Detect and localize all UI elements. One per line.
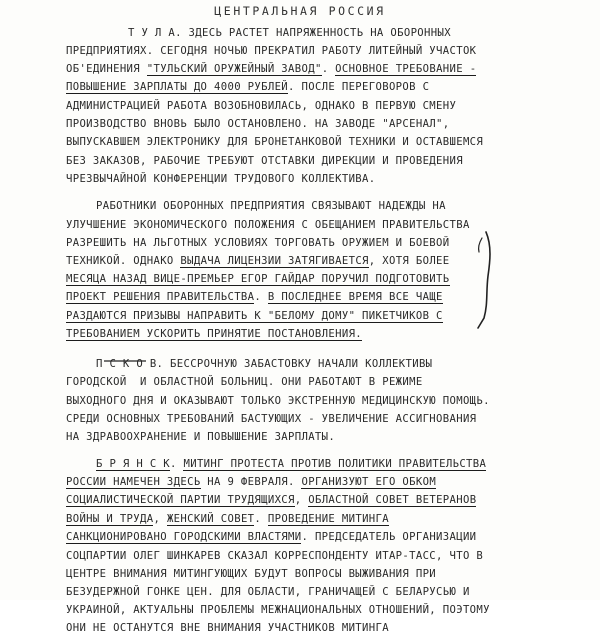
text-line (66, 80, 429, 94)
underlined-text: САНКЦИОНИРОВАНО ГОРОДСКИМИ ВЛАСТЯМИ (66, 531, 302, 543)
text-line (66, 375, 423, 389)
underlined-text: ТРЕБОВАНИЕМ УСКОРИТЬ ПРИНЯТИЕ ПОСТАНОВЛЕНИЯ. (66, 328, 363, 340)
underlined-text: "ТУЛЬСКИЙ ОРУЖЕЙНЫЙ ЗАВОД" (146, 63, 322, 75)
text-line (128, 26, 451, 40)
text-segment: ПРЕДПРИЯТИЯХ. СЕГОДНЯ НОЧЬЮ ПРЕКРАТИЛ РАБОТУ ЛИТЕЙНЫЙ УЧАСТОК (66, 45, 477, 57)
text-segment: П С К О В. БЕССРОЧНУЮ ЗАБАСТОВКУ НАЧАЛИ КОЛЛЕКТИВЫ (96, 358, 433, 370)
text-segment: ПРОИЗВОДСТВО ВНОВЬ БЫЛО ОСТАНОВЛЕНО. НА ЗАВОДЕ "АРСЕНАЛ", (66, 118, 450, 130)
text-segment: БЕЗ ЗАКАЗОВ, РАБОЧИЕ ТРЕБУЮТ ОТСТАВКИ ДИРЕКЦИИ И ПРОВЕДЕНИЯ (66, 155, 463, 167)
text-segment: НА 9 ФЕВРАЛЯ. (200, 476, 302, 488)
text-segment: , ХОТЯ БОЛЕЕ (368, 255, 450, 267)
text-line (66, 394, 490, 408)
underlined-text: ОРГАНИЗУЮТ ЕГО ОБКОМ (301, 476, 437, 488)
underlined-text: ОБЛАСТНОЙ СОВЕТ ВЕТЕРАНОВ (308, 494, 477, 506)
document-heading: ЦЕНТРАЛЬНАЯ РОССИЯ (214, 4, 386, 18)
underlined-text: ЖЕНСКИЙ СОВЕТ (166, 513, 255, 525)
underlined-text: СОЦИАЛИСТИЧЕСКОЙ ПАРТИИ ТРУДЯЩИХСЯ (66, 494, 295, 506)
text-line (66, 218, 470, 232)
text-line (96, 199, 446, 213)
text-line (66, 621, 389, 635)
text-line (66, 254, 450, 268)
underlined-text: Б Р Я Н С К (96, 458, 171, 470)
text-line (66, 117, 450, 131)
text-line (66, 585, 470, 599)
text-segment: . (321, 63, 336, 75)
text-segment: АДМИНИСТРАЦИЕЙ РАБОТА ВОЗОБНОВИЛАСЬ, ОДНАКО В ПЕРВУЮ СМЕНУ (66, 100, 457, 112)
text-segment: СОЦПАРТИИ ОЛЕГ ШИНКАРЕВ СКАЗАЛ КОРРЕСПОНДЕНТУ ИТАР-ТАСС, ЧТО В (66, 550, 484, 562)
text-line (96, 357, 432, 371)
text-segment: . (254, 513, 268, 525)
text-line (66, 172, 376, 186)
text-segment: ТЕХНИКОЙ. ОДНАКО (66, 255, 181, 267)
text-segment: ОБ'ЕДИНЕНИЯ (66, 63, 147, 75)
text-segment: СРЕДИ ОСНОВНЫХ ТРЕБОВАНИЙ БАСТУЮЩИХ - УВЕЛИЧЕНИЕ АССИГНОВАНИЯ (66, 413, 477, 425)
text-segment: ГОРОДСКОЙ И ОБЛАСТНОЙ БОЛЬНИЦ. ОНИ РАБОТАЮТ В РЕЖИМЕ (66, 376, 423, 388)
text-line (66, 135, 483, 149)
text-line (66, 272, 450, 286)
text-line (66, 309, 443, 323)
text-segment: РАБОТНИКИ ОБОРОННЫХ ПРЕДПРИЯТИЯ СВЯЗЫВАЮТ НАДЕЖДЫ НА (96, 200, 446, 212)
text-line (96, 457, 486, 471)
text-line (66, 44, 476, 58)
text-segment: . (170, 458, 184, 470)
text-segment: ЧРЕЗВЫЧАЙНОЙ КОНФЕРЕНЦИИ ТРУДОВОГО КОЛЛЕКТИВА. (66, 173, 376, 185)
underlined-text: МИТИНГ ПРОТЕСТА ПРОТИВ ПОЛИТИКИ ПРАВИТЕЛЬСТВА (183, 458, 487, 470)
text-line (66, 430, 335, 444)
underlined-text: МЕСЯЦА НАЗАД ВИЦЕ-ПРЕМЬЕР ЕГОР ГАЙДАР ПОРУЧИЛ ПОДГОТОВИТЬ (66, 273, 450, 285)
text-segment: УЛУЧШЕНИЕ ЭКОНОМИЧЕСКОГО ПОЛОЖЕНИЯ С ОБЕЩАНИЕМ ПРАВИТЕЛЬСТВА (66, 219, 470, 231)
underlined-text: ПОВЫШЕНИЕ ЗАРПЛАТЫ ДО 4000 РУБЛЕЙ (66, 81, 289, 93)
text-line (66, 99, 456, 113)
underlined-text: В ПОСЛЕДНЕЕ ВРЕМЯ ВСЕ ЧАЩЕ (267, 291, 443, 303)
text-segment: . ПРЕДСЕДАТЕЛЬ ОРГАНИЗАЦИИ (301, 531, 477, 543)
text-line (66, 603, 490, 617)
underlined-text: РОССИИ НАМЕЧЕН ЗДЕСЬ (66, 476, 201, 488)
text-line (66, 549, 483, 563)
text-line (66, 62, 476, 76)
text-line (66, 154, 463, 168)
text-line (66, 290, 443, 304)
underlined-text: ПРОВЕДЕНИЕ МИТИНГА (267, 513, 389, 525)
text-segment: НА ЗДРАВООХРАНЕНИЕ И ПОВЫШЕНИЕ ЗАРПЛАТЫ. (66, 431, 336, 443)
text-line (66, 512, 389, 526)
text-line (66, 412, 476, 426)
text-segment: РАЗРЕШИТЬ НА ЛЬГОТНЫХ УСЛОВИЯХ ТОРГОВАТЬ ОРУЖИЕМ И БОЕВОЙ (66, 237, 450, 249)
text-segment: ВЫПУСКАВШЕМ ЭЛЕКТРОНИКУ ДЛЯ БРОНЕТАНКОВОЙ ТЕХНИКИ И ОСТАВШЕМСЯ (66, 136, 484, 148)
underlined-text: ВЫДАЧА ЛИЦЕНЗИИ ЗАТЯГИВАЕТСЯ (180, 255, 369, 267)
text-segment: , (294, 494, 309, 506)
text-segment: ЦЕНТРЕ ВНИМАНИЯ МИТИНГУЮЩИХ БУДУТ ВОПРОСЫ ВЫЖИВАНИЯ ПРИ (66, 568, 437, 580)
underlined-text: ВОЙНЫ И ТРУДА (66, 513, 154, 525)
text-line (66, 567, 436, 581)
text-line (66, 327, 362, 341)
text-segment: УКРАИНОЙ, АКТУАЛЬНЫ ПРОБЛЕМЫ МЕЖНАЦИОНАЛЬНЫХ ОТНОШЕНИЙ, ПОЭТОМУ (66, 604, 490, 616)
text-line (66, 530, 476, 544)
text-segment: БЕЗУДЕРЖНОЙ ГОНКЕ ЦЕН. ДЛЯ ОБЛАСТИ, ГРАНИЧАЩЕЙ С БЕЛАРУСЬЮ И (66, 586, 470, 598)
text-segment: . ПОСЛЕ ПЕРЕГОВОРОВ С (288, 81, 430, 93)
text-segment: Т У Л А. ЗДЕСЬ РАСТЕТ НАПРЯЖЕННОСТЬ НА ОБОРОННЫХ (128, 27, 451, 39)
text-line (66, 493, 476, 507)
text-line (66, 475, 436, 489)
text-segment: ОНИ НЕ ОСТАНУТСЯ ВНЕ ВНИМАНИЯ УЧАСТНИКОВ МИТИНГА (66, 622, 389, 634)
underlined-text: ПРОЕКТ РЕШЕНИЯ ПРАВИТЕЛЬСТВА (66, 291, 255, 303)
underlined-text: РАЗДАЮТСЯ ПРИЗЫВЫ НАПРАВИТЬ К "БЕЛОМУ ДОМУ" ПИКЕТЧИКОВ С (66, 310, 443, 322)
text-segment: ВЫХОДНОГО ДНЯ И ОКАЗЫВАЮТ ТОЛЬКО ЭКСТРЕННУЮ МЕДИЦИНСКУЮ ПОМОЩЬ. (66, 395, 490, 407)
underlined-text: ОСНОВНОЕ ТРЕБОВАНИЕ - (335, 63, 477, 75)
text-segment: , (153, 513, 167, 525)
text-line (66, 236, 450, 250)
text-segment: . (254, 291, 268, 303)
